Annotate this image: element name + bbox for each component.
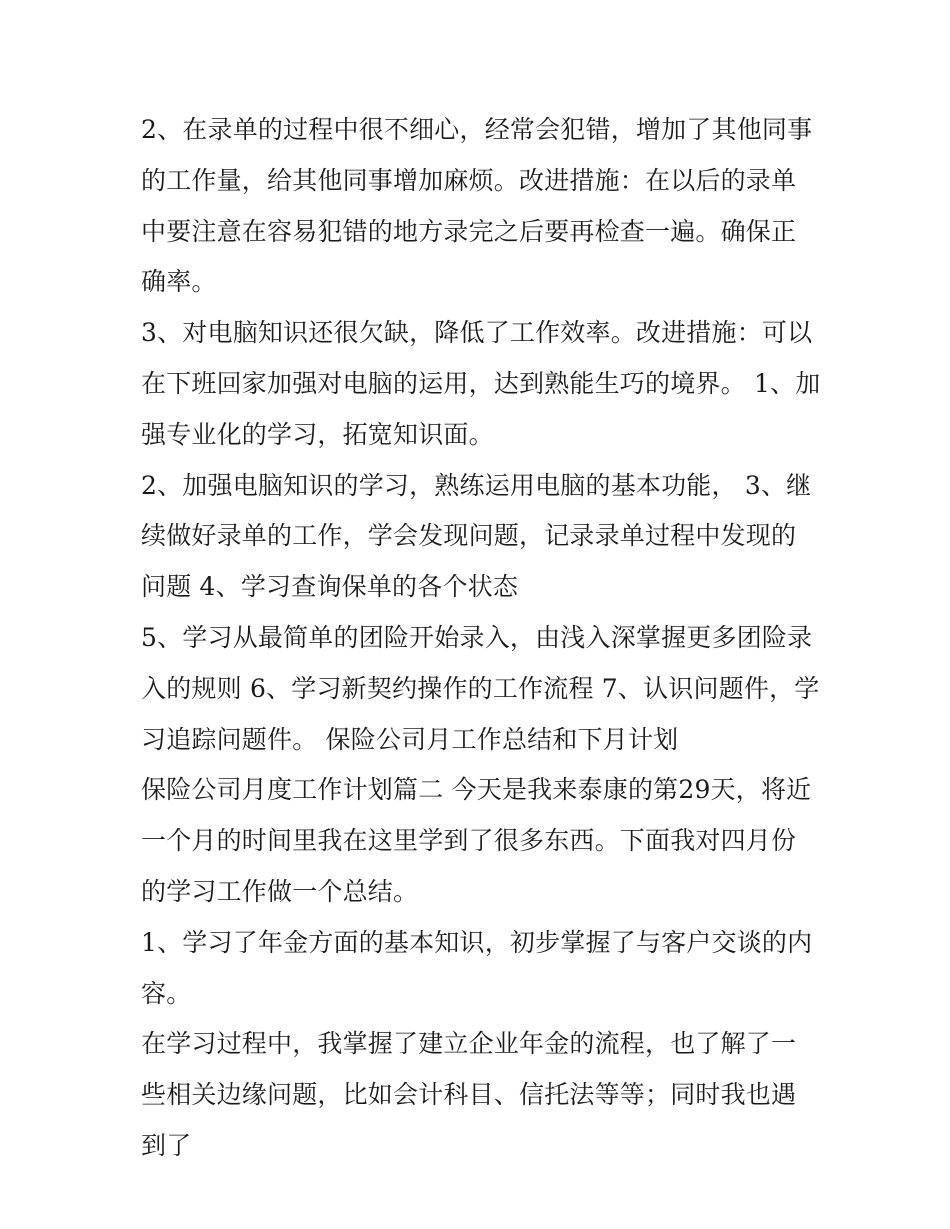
document-body xyxy=(141,105,821,1172)
paragraph-6: 1、学习了年金方面的基本知识，初步掌握了与客户交谈的内容。 xyxy=(141,927,813,1008)
paragraph-4: 5、学习从最简单的团险开始录入，由浅入深掌握更多团险录入的规则 6、学习新契约操作的工作流程 7、认识问题件，学习追踪问题件。 保险公司月工作总结和下月计划 xyxy=(141,622,820,754)
paragraph-3: 2、加强电脑知识的学习，熟练运用电脑的基本功能， 3、继续做好录单的工作，学会发现问题，记录录单过程中发现的问题 4、学习查询保单的各个状态 xyxy=(141,470,812,602)
paragraph-1: 2、在录单的过程中很不细心，经常会犯错，增加了其他同事的工作量，给其他同事增加麻烦。改进措施：在以后的录单中要注意在容易犯错的地方录完之后要再检查一遍。确保正确率。 xyxy=(141,115,813,297)
paragraph-5: 保险公司月度工作计划篇二 今天是我来泰康的第29天，将近一个月的时间里我在这里学到了很多东西。下面我对四月份的学习工作做一个总结。 xyxy=(141,775,812,906)
paragraph-2: 3、对电脑知识还很欠缺，降低了工作效率。改进措施：可以在下班回家加强对电脑的运用，达到熟能生巧的境界。 1、加强专业化的学习，拓宽知识面。 xyxy=(141,318,821,449)
paragraph-7: 在学习过程中，我掌握了建立企业年金的流程，也了解了一些相关边缘问题，比如会计科目、信托法等等；同时我也遇到了 xyxy=(141,1029,797,1160)
